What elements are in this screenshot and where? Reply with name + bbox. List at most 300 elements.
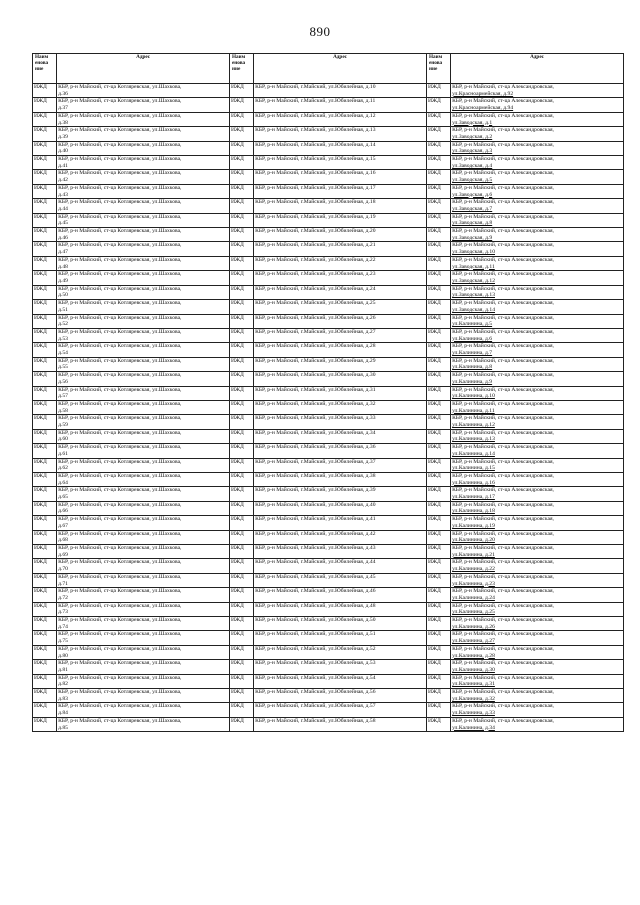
building-type-cell: ИЖД: [229, 415, 253, 429]
building-type-cell: ИЖД: [426, 141, 450, 155]
address-line-2: д.51: [58, 306, 68, 313]
building-type-cell: ИЖД: [426, 386, 450, 400]
building-type-cell: ИЖД: [229, 674, 253, 688]
building-type-cell: ИЖД: [426, 184, 450, 198]
address-line-2: ул.Калинина, д.8: [452, 364, 493, 371]
building-type-cell: ИЖД: [426, 84, 450, 98]
table-row: [33, 357, 624, 371]
building-type-cell: ИЖД: [229, 400, 253, 414]
address-cell: [57, 184, 230, 198]
address-line-2: ул.Калинина, д.20: [452, 537, 495, 544]
table-row: [33, 631, 624, 645]
building-type-cell: ИЖД: [33, 660, 57, 674]
table-row: [33, 372, 624, 386]
address-line-1: КБР, р-н Майский, г.Майский, ул.Юбилейная, д.50: [255, 617, 376, 624]
address-cell: [254, 660, 427, 674]
address-line-2: ул.Калинина, д.27: [452, 638, 495, 645]
building-type-cell: ИЖД: [229, 559, 253, 573]
table-header-row: [33, 54, 624, 84]
address-line-2: д.56: [58, 378, 68, 385]
address-cell: [57, 256, 230, 270]
building-type-cell: ИЖД: [426, 213, 450, 227]
address-cell: [254, 127, 427, 141]
address-line-2: ул.Заводская, д.7: [452, 205, 493, 212]
address-cell: [254, 429, 427, 443]
address-cell: [57, 386, 230, 400]
address-line-1: КБР, р-н Майский, г.Майский, ул.Юбилейная, д.45: [255, 573, 376, 580]
address-line-1: КБР, р-н Майский, г.Майский, ул.Юбилейная, д.58: [255, 717, 376, 724]
table-row: [33, 415, 624, 429]
building-type-cell: ИЖД: [229, 156, 253, 170]
building-type-cell: ИЖД: [33, 717, 57, 731]
address-line-1: КБР, р-н Майский, ст-ца Котляревская, ул.Шахкова,: [58, 84, 182, 90]
address-cell: [451, 573, 624, 587]
address-cell: [451, 141, 624, 155]
address-cell: [254, 98, 427, 112]
table-row: [33, 314, 624, 328]
address-cell: [254, 141, 427, 155]
table-row: [33, 545, 624, 559]
address-line-2: ул.Калинина, д.13: [452, 436, 495, 443]
address-line-1: КБР, р-н Майский, ст-ца Александровская,: [452, 256, 554, 263]
building-type-cell: ИЖД: [426, 588, 450, 602]
address-cell: [57, 487, 230, 501]
address-cell: [57, 170, 230, 184]
table-row: [33, 271, 624, 285]
address-line-1: КБР, р-н Майский, ст-ца Александровская,: [452, 530, 554, 537]
address-line-2: ул.Калинина, д.26: [452, 623, 495, 630]
address-cell: [451, 386, 624, 400]
address-cell: [57, 645, 230, 659]
building-type-cell: ИЖД: [33, 256, 57, 270]
building-type-cell: ИЖД: [426, 242, 450, 256]
address-line-1: КБР, р-н Майский, ст-ца Александровская,: [452, 84, 554, 90]
address-cell: [254, 458, 427, 472]
building-type-cell: ИЖД: [229, 631, 253, 645]
building-type-cell: ИЖД: [229, 545, 253, 559]
building-type-cell: ИЖД: [33, 184, 57, 198]
building-type-cell: ИЖД: [426, 256, 450, 270]
address-line-2: ул.Калинина, д.19: [452, 522, 495, 529]
address-line-1: КБР, р-н Майский, ст-ца Александровская,: [452, 703, 554, 710]
address-line-2: ул.Калинина, д.33: [452, 710, 495, 717]
address-cell: [57, 300, 230, 314]
building-type-cell: ИЖД: [426, 530, 450, 544]
address-line-1: КБР, р-н Майский, ст-ца Котляревская, ул.Шахкова,: [58, 170, 182, 177]
building-type-cell: ИЖД: [426, 328, 450, 342]
table-row: [33, 689, 624, 703]
address-line-1: КБР, р-н Майский, г.Майский, ул.Юбилейная, д.37: [255, 458, 376, 465]
address-cell: [57, 444, 230, 458]
address-line-2: д.55: [58, 364, 68, 371]
address-cell: [254, 242, 427, 256]
address-line-2: д.53: [58, 335, 68, 342]
address-line-1: КБР, р-н Майский, г.Майский, ул.Юбилейная, д.30: [255, 372, 376, 379]
building-type-cell: ИЖД: [33, 213, 57, 227]
address-cell: [451, 314, 624, 328]
address-line-1: КБР, р-н Майский, ст-ца Котляревская, ул.Шахкова,: [58, 660, 182, 667]
address-line-1: КБР, р-н Майский, ст-ца Александровская,: [452, 717, 554, 724]
address-line-1: КБР, р-н Майский, ст-ца Котляревская, ул.Шахкова,: [58, 242, 182, 249]
building-type-cell: ИЖД: [426, 228, 450, 242]
address-line-2: д.47: [58, 249, 68, 256]
address-cell: [57, 631, 230, 645]
building-type-cell: ИЖД: [33, 328, 57, 342]
address-line-1: КБР, р-н Майский, г.Майский, ул.Юбилейная, д.31: [255, 386, 376, 393]
address-line-2: д.70: [58, 566, 68, 573]
address-line-2: ул.Калинина, д.28: [452, 652, 495, 659]
address-line-1: КБР, р-н Майский, ст-ца Александровская,: [452, 617, 554, 624]
address-line-1: КБР, р-н Майский, ст-ца Александровская,: [452, 285, 554, 292]
building-type-cell: ИЖД: [426, 573, 450, 587]
address-line-2: д.41: [58, 162, 68, 169]
address-line-1: КБР, р-н Майский, ст-ца Котляревская, ул.Шахкова,: [58, 717, 182, 724]
address-line-1: КБР, р-н Майский, г.Майский, ул.Юбилейная, д.24: [255, 285, 376, 292]
address-line-2: ул.Красноармейская, д.94: [452, 105, 514, 112]
address-line-1: КБР, р-н Майский, ст-ца Котляревская, ул.Шахкова,: [58, 141, 182, 148]
address-line-1: КБР, р-н Майский, ст-ца Александровская,: [452, 429, 554, 436]
address-cell: [57, 357, 230, 371]
address-line-1: КБР, р-н Майский, ст-ца Александровская,: [452, 228, 554, 235]
address-line-1: КБР, р-н Майский, г.Майский, ул.Юбилейная, д.34: [255, 429, 376, 436]
building-type-cell: ИЖД: [426, 98, 450, 112]
address-line-1: КБР, р-н Майский, г.Майский, ул.Юбилейная, д.28: [255, 343, 376, 350]
address-cell: [451, 631, 624, 645]
address-line-2: ул.Заводская, д.13: [452, 292, 495, 299]
address-cell: [451, 516, 624, 530]
address-line-2: д.65: [58, 494, 68, 501]
building-type-cell: ИЖД: [426, 645, 450, 659]
address-line-1: КБР, р-н Майский, ст-ца Александровская,: [452, 127, 554, 134]
building-type-cell: ИЖД: [426, 660, 450, 674]
address-line-1: КБР, р-н Майский, ст-ца Котляревская, ул.Шахкова,: [58, 228, 182, 235]
address-cell: [254, 602, 427, 616]
header-address-col-3: Адрес: [451, 54, 624, 84]
address-cell: [57, 343, 230, 357]
address-cell: [254, 689, 427, 703]
table-row: [33, 228, 624, 242]
table-row: [33, 588, 624, 602]
building-type-cell: ИЖД: [33, 285, 57, 299]
address-cell: [57, 156, 230, 170]
address-line-1: КБР, р-н Майский, г.Майский, ул.Юбилейная, д.32: [255, 400, 376, 407]
building-type-cell: ИЖД: [33, 689, 57, 703]
building-type-cell: ИЖД: [426, 300, 450, 314]
address-line-1: КБР, р-н Майский, г.Майский, ул.Юбилейная, д.13: [255, 127, 376, 134]
address-line-2: д.64: [58, 479, 68, 486]
address-cell: [57, 717, 230, 731]
address-line-1: КБР, р-н Майский, г.Майский, ул.Юбилейная, д.15: [255, 156, 376, 163]
address-line-2: д.54: [58, 350, 68, 357]
address-cell: [254, 328, 427, 342]
address-line-1: КБР, р-н Майский, ст-ца Александровская,: [452, 415, 554, 422]
building-type-cell: ИЖД: [426, 674, 450, 688]
address-line-1: КБР, р-н Майский, ст-ца Александровская,: [452, 400, 554, 407]
address-line-1: КБР, р-н Майский, ст-ца Котляревская, ул.Шахкова,: [58, 617, 182, 624]
address-line-1: КБР, р-н Майский, ст-ца Александровская,: [452, 472, 554, 479]
address-line-2: ул.Калинина, д.32: [452, 695, 495, 702]
address-cell: [451, 400, 624, 414]
address-line-1: КБР, р-н Майский, ст-ца Котляревская, ул.Шахкова,: [58, 516, 182, 523]
address-cell: [451, 184, 624, 198]
address-cell: [451, 98, 624, 112]
table-row: [33, 559, 624, 573]
address-cell: [451, 228, 624, 242]
address-cell: [254, 516, 427, 530]
building-type-cell: ИЖД: [33, 573, 57, 587]
address-line-2: д.71: [58, 580, 68, 587]
building-type-cell: ИЖД: [33, 631, 57, 645]
address-line-1: КБР, р-н Майский, г.Майский, ул.Юбилейная, д.40: [255, 501, 376, 508]
address-line-1: КБР, р-н Майский, ст-ца Александровская,: [452, 588, 554, 595]
building-type-cell: ИЖД: [33, 170, 57, 184]
building-type-cell: ИЖД: [33, 141, 57, 155]
address-line-2: ул.Калинина, д.17: [452, 494, 495, 501]
address-line-2: д.81: [58, 666, 68, 673]
address-line-2: д.66: [58, 508, 68, 515]
building-type-cell: ИЖД: [33, 372, 57, 386]
building-type-cell: ИЖД: [33, 228, 57, 242]
address-cell: [451, 645, 624, 659]
address-line-2: ул.Калинина, д.14: [452, 450, 495, 457]
building-type-cell: ИЖД: [229, 328, 253, 342]
address-cell: [254, 530, 427, 544]
address-cell: [254, 285, 427, 299]
building-type-cell: ИЖД: [426, 343, 450, 357]
address-cell: [57, 400, 230, 414]
building-type-cell: ИЖД: [426, 717, 450, 731]
building-type-cell: ИЖД: [426, 400, 450, 414]
building-type-cell: ИЖД: [33, 386, 57, 400]
address-line-1: КБР, р-н Майский, ст-ца Котляревская, ул.Шахкова,: [58, 328, 182, 335]
address-line-2: д.38: [58, 119, 68, 126]
address-line-1: КБР, р-н Майский, г.Майский, ул.Юбилейная, д.12: [255, 112, 376, 119]
building-type-cell: ИЖД: [229, 660, 253, 674]
address-cell: [451, 271, 624, 285]
address-line-2: ул.Калинина, д.18: [452, 508, 495, 515]
address-cell: [57, 141, 230, 155]
address-line-2: д.75: [58, 638, 68, 645]
address-line-1: КБР, р-н Майский, ст-ца Александровская,: [452, 516, 554, 523]
header-name-col-2: Наим енова ние: [229, 54, 253, 84]
address-cell: [57, 372, 230, 386]
address-line-2: ул.Калинина, д.6: [452, 335, 493, 342]
building-type-cell: ИЖД: [426, 127, 450, 141]
address-cell: [254, 617, 427, 631]
address-line-1: КБР, р-н Майский, г.Майский, ул.Юбилейная, д.43: [255, 545, 376, 551]
address-cell: [451, 300, 624, 314]
address-line-1: КБР, р-н Майский, г.Майский, ул.Юбилейная, д.52: [255, 645, 376, 652]
address-line-1: КБР, р-н Майский, ст-ца Александровская,: [452, 458, 554, 465]
table-row: [33, 717, 624, 731]
table-row: [33, 141, 624, 155]
address-line-1: КБР, р-н Майский, ст-ца Александровская,: [452, 545, 554, 551]
building-type-cell: ИЖД: [426, 617, 450, 631]
building-type-cell: ИЖД: [33, 199, 57, 213]
building-type-cell: ИЖД: [229, 516, 253, 530]
building-type-cell: ИЖД: [33, 343, 57, 357]
building-type-cell: ИЖД: [229, 472, 253, 486]
address-line-1: КБР, р-н Майский, ст-ца Александровская,: [452, 170, 554, 177]
address-line-1: КБР, р-н Майский, ст-ца Котляревская, ул.Шахкова,: [58, 631, 182, 638]
table-row: [33, 112, 624, 126]
address-line-1: КБР, р-н Майский, г.Майский, ул.Юбилейная, д.19: [255, 213, 376, 220]
address-line-1: КБР, р-н Майский, ст-ца Александровская,: [452, 660, 554, 667]
address-line-1: КБР, р-н Майский, ст-ца Александровская,: [452, 184, 554, 191]
address-cell: [254, 645, 427, 659]
address-line-2: ул.Заводская, д.11: [452, 263, 495, 270]
address-cell: [57, 415, 230, 429]
address-cell: [57, 328, 230, 342]
building-type-cell: ИЖД: [426, 444, 450, 458]
building-type-cell: ИЖД: [426, 472, 450, 486]
address-line-2: д.36: [58, 90, 68, 97]
address-line-1: КБР, р-н Майский, ст-ца Александровская,: [452, 156, 554, 163]
address-line-1: КБР, р-н Майский, г.Майский, ул.Юбилейная, д.10: [255, 84, 376, 90]
address-cell: [254, 559, 427, 573]
address-cell: [254, 156, 427, 170]
address-line-2: ул.Калинина, д.9: [452, 378, 493, 385]
address-line-1: КБР, р-н Майский, ст-ца Александровская,: [452, 314, 554, 321]
address-line-2: д.61: [58, 450, 68, 457]
address-cell: [451, 372, 624, 386]
table-row: [33, 573, 624, 587]
table-row: [33, 256, 624, 270]
address-line-2: ул.Заводская, д.2: [452, 133, 493, 140]
address-line-1: КБР, р-н Майский, ст-ца Александровская,: [452, 372, 554, 379]
address-cell: [254, 487, 427, 501]
address-line-1: КБР, р-н Майский, ст-ца Котляревская, ул.Шахкова,: [58, 386, 182, 393]
address-line-1: КБР, р-н Майский, ст-ца Котляревская, ул.Шахкова,: [58, 112, 182, 119]
building-type-cell: ИЖД: [426, 559, 450, 573]
address-line-1: КБР, р-н Майский, ст-ца Котляревская, ул.Шахкова,: [58, 213, 182, 220]
building-type-cell: ИЖД: [426, 156, 450, 170]
address-line-2: д.68: [58, 537, 68, 544]
table-row: [33, 242, 624, 256]
address-cell: [451, 285, 624, 299]
building-type-cell: ИЖД: [426, 545, 450, 559]
address-line-2: д.80: [58, 652, 68, 659]
address-cell: [57, 314, 230, 328]
address-cell: [451, 112, 624, 126]
address-line-2: ул.Калинина, д.12: [452, 422, 495, 429]
address-cell: [57, 545, 230, 559]
table-row: [33, 156, 624, 170]
address-line-2: ул.Калинина, д.31: [452, 681, 495, 688]
address-line-1: КБР, р-н Майский, ст-ца Котляревская, ул.Шахкова,: [58, 343, 182, 350]
address-cell: [451, 84, 624, 98]
table-row: [33, 98, 624, 112]
building-type-cell: ИЖД: [33, 530, 57, 544]
address-line-2: д.42: [58, 177, 68, 184]
building-type-cell: ИЖД: [229, 530, 253, 544]
address-line-1: КБР, р-н Майский, ст-ца Александровская,: [452, 674, 554, 681]
address-line-2: ул.Калинина, д.10: [452, 393, 495, 400]
address-line-2: ул.Заводская, д.6: [452, 191, 493, 198]
address-line-2: д.83: [58, 695, 68, 702]
address-line-1: КБР, р-н Майский, ст-ца Котляревская, ул.Шахкова,: [58, 256, 182, 263]
address-line-1: КБР, р-н Майский, ст-ца Котляревская, ул.Шахкова,: [58, 501, 182, 508]
building-type-cell: ИЖД: [229, 228, 253, 242]
building-type-cell: ИЖД: [426, 429, 450, 443]
building-type-cell: ИЖД: [33, 84, 57, 98]
address-cell: [254, 199, 427, 213]
building-type-cell: ИЖД: [426, 602, 450, 616]
address-cell: [57, 573, 230, 587]
address-line-2: ул.Калинина, д.24: [452, 594, 495, 601]
building-type-cell: ИЖД: [33, 300, 57, 314]
building-type-cell: ИЖД: [426, 415, 450, 429]
building-type-cell: ИЖД: [426, 689, 450, 703]
building-type-cell: ИЖД: [33, 444, 57, 458]
address-line-1: КБР, р-н Майский, г.Майский, ул.Юбилейная, д.33: [255, 415, 376, 422]
address-line-1: КБР, р-н Майский, ст-ца Александровская,: [452, 631, 554, 638]
table-row: [33, 458, 624, 472]
address-line-2: ул.Калинина, д.15: [452, 465, 495, 472]
building-type-cell: ИЖД: [33, 242, 57, 256]
address-line-1: КБР, р-н Майский, г.Майский, ул.Юбилейная, д.11: [255, 98, 376, 105]
address-line-1: КБР, р-н Майский, г.Майский, ул.Юбилейная, д.25: [255, 300, 376, 307]
table-row: [33, 300, 624, 314]
address-line-1: КБР, р-н Майский, ст-ца Котляревская, ул.Шахкова,: [58, 645, 182, 652]
address-line-1: КБР, р-н Майский, г.Майский, ул.Юбилейная, д.41: [255, 516, 376, 523]
building-type-cell: ИЖД: [229, 343, 253, 357]
header-address-col-1: Адрес: [57, 54, 230, 84]
building-type-cell: ИЖД: [33, 588, 57, 602]
address-line-2: д.74: [58, 623, 68, 630]
address-line-1: КБР, р-н Майский, ст-ца Александровская,: [452, 213, 554, 220]
table-row: [33, 213, 624, 227]
address-cell: [254, 112, 427, 126]
address-cell: [451, 444, 624, 458]
address-line-2: ул.Заводская, д.12: [452, 277, 495, 284]
address-line-1: КБР, р-н Майский, г.Майский, ул.Юбилейная, д.42: [255, 530, 376, 537]
address-line-1: КБР, р-н Майский, ст-ца Котляревская, ул.Шахкова,: [58, 602, 182, 609]
table-row: [33, 429, 624, 443]
table-row: [33, 602, 624, 616]
address-line-2: д.85: [58, 724, 68, 731]
address-line-1: КБР, р-н Майский, ст-ца Котляревская, ул.Шахкова,: [58, 372, 182, 379]
address-line-1: КБР, р-н Майский, ст-ца Котляревская, ул.Шахкова,: [58, 357, 182, 364]
address-line-2: д.59: [58, 422, 68, 429]
building-type-cell: ИЖД: [229, 617, 253, 631]
address-cell: [57, 228, 230, 242]
address-line-1: КБР, р-н Майский, ст-ца Котляревская, ул.Шахкова,: [58, 98, 182, 105]
address-cell: [451, 588, 624, 602]
address-line-2: ул.Калинина, д.22: [452, 566, 495, 573]
address-cell: [57, 213, 230, 227]
address-line-2: ул.Калинина, д.25: [452, 609, 495, 616]
building-type-cell: ИЖД: [229, 256, 253, 270]
address-cell: [57, 703, 230, 717]
address-line-1: КБР, р-н Майский, ст-ца Александровская,: [452, 602, 554, 609]
building-type-cell: ИЖД: [33, 400, 57, 414]
address-cell: [57, 660, 230, 674]
address-cell: [451, 343, 624, 357]
building-type-cell: ИЖД: [33, 674, 57, 688]
address-cell: [451, 602, 624, 616]
building-type-cell: ИЖД: [229, 429, 253, 443]
address-cell: [451, 617, 624, 631]
address-line-1: КБР, р-н Майский, ст-ца Александровская,: [452, 300, 554, 307]
table-row: [33, 617, 624, 631]
table-row: [33, 127, 624, 141]
address-cell: [57, 559, 230, 573]
building-type-cell: ИЖД: [426, 501, 450, 515]
table-row: [33, 501, 624, 515]
table-row: [33, 645, 624, 659]
address-line-1: КБР, р-н Майский, ст-ца Котляревская, ул.Шахкова,: [58, 271, 182, 278]
